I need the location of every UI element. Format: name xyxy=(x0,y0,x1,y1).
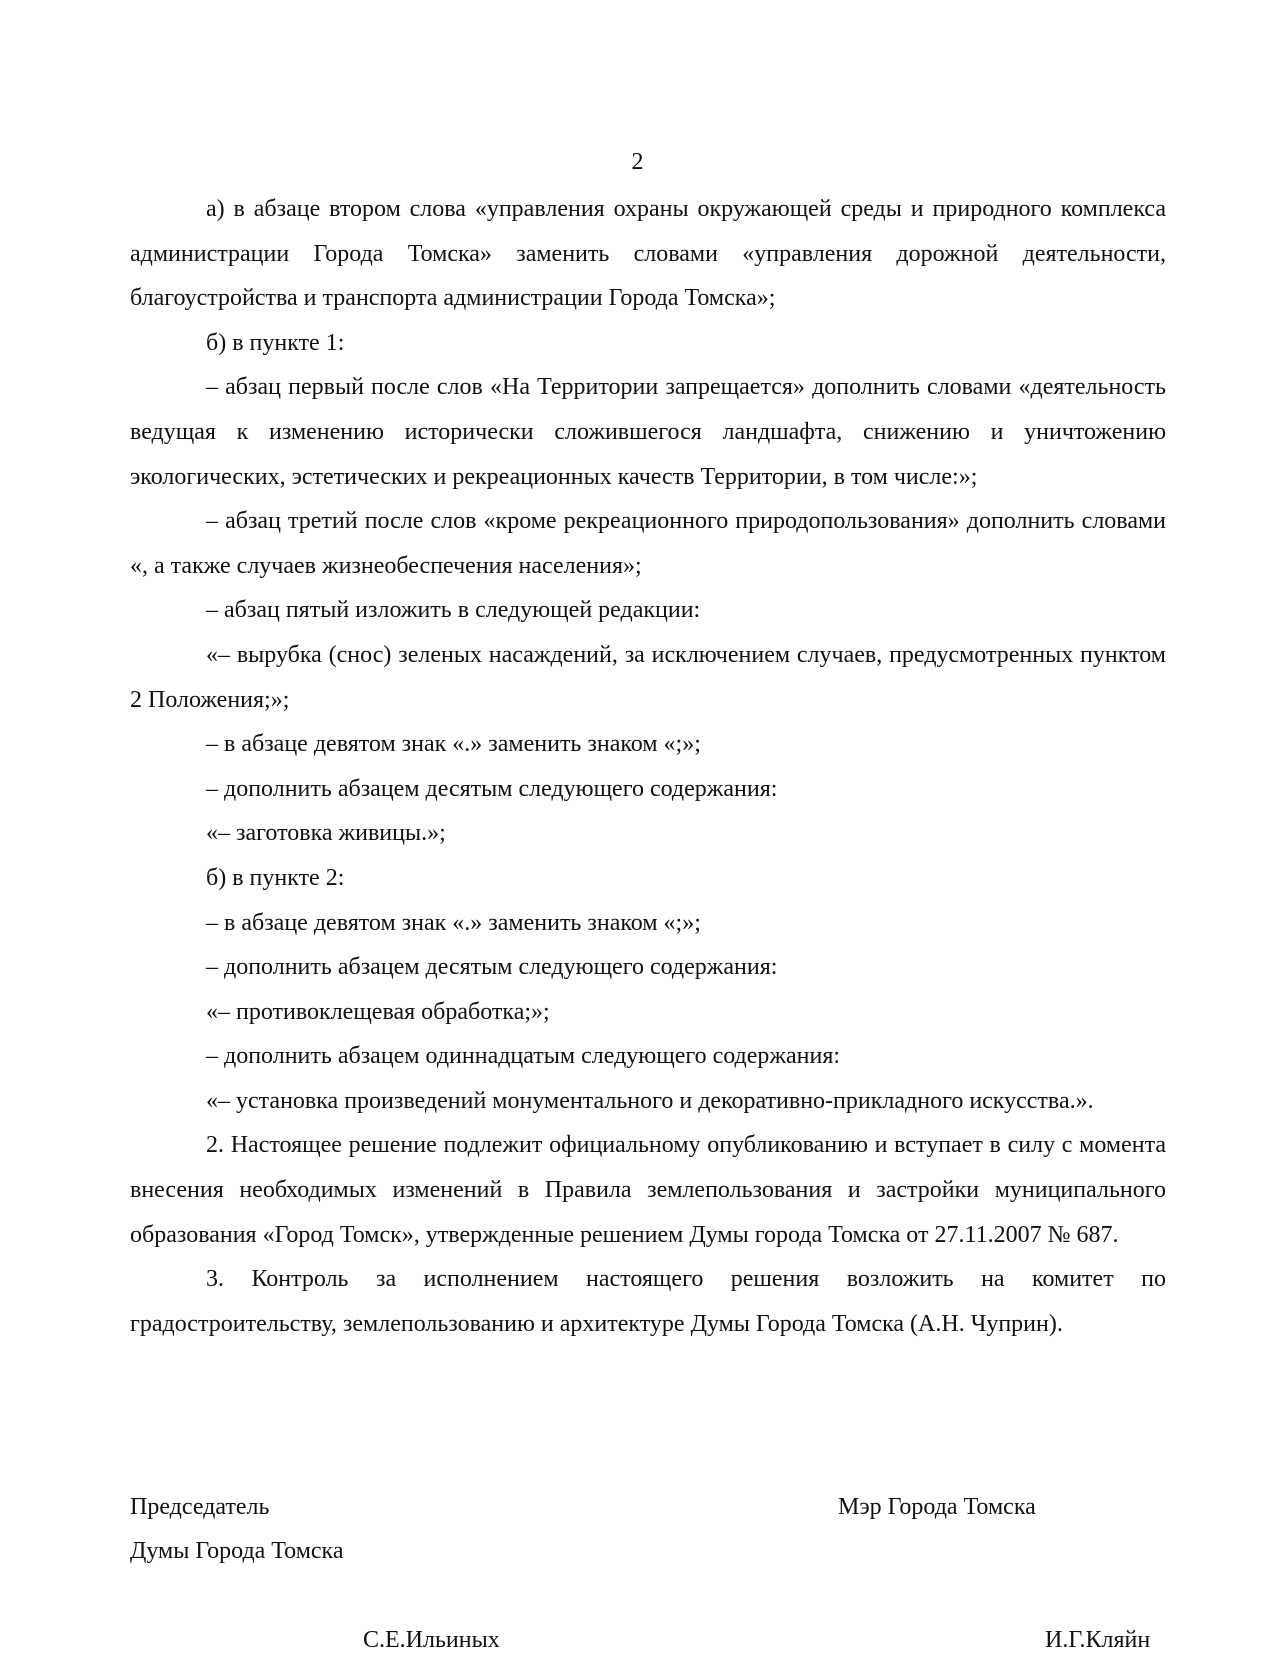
paragraph-1b-first: – абзац первый после слов «На Территории запрещается» дополнить словами «деятельность ведущая к изменению исторически сложившегося ландшафта, снижению и уничтожению экологических, эстетических и рекреационных качеств Территории, в том числе:»; xyxy=(130,374,1166,490)
paragraph-1b-ninth: – в абзаце девятом знак «.» заменить знаком «;»; xyxy=(206,731,701,758)
paragraph-1b-tenth-text: «– заготовка живицы.»; xyxy=(206,820,446,847)
paragraph-1a: а) в абзаце втором слова «управления охраны окружающей среды и природного комплекса администрации Города Томска» заменить словами «управления дорожной деятельности, благоустройства и транспорта администрации Города Томска»; xyxy=(130,196,1166,312)
chairman-name: С.Е.Ильиных xyxy=(363,1627,500,1653)
paragraph-2b-tenth: – дополнить абзацем десятым следующего содержания: xyxy=(206,954,778,981)
mayor-title xyxy=(838,1485,1036,1529)
paragraph-item-2: 2. Настоящее решение подлежит официальному опубликованию и вступает в силу с момента внесения необходимых изменений в Правила землепользования и застройки муниципального образования «Город Томск», утвержденные решением Думы города Томска от 27.11.2007 № 687. xyxy=(130,1132,1166,1248)
paragraph-1b-tenth: – дополнить абзацем десятым следующего содержания: xyxy=(206,775,778,802)
mayor-title-line1: Мэр Города Томска xyxy=(838,1494,1036,1520)
paragraph-2b-tenth-text: «– противоклещевая обработка;»; xyxy=(206,998,550,1025)
paragraph-item-3: 3. Контроль за исполнением настоящего решения возложить на комитет по градостроительству, землепользованию и архитектуре Думы Города Томска (А.Н. Чуприн). xyxy=(130,1266,1166,1337)
paragraph-2b-ninth: – в абзаце девятом знак «.» заменить знаком «;»; xyxy=(206,909,701,936)
paragraph-1b-third: – абзац третий после слов «кроме рекреационного природопользования» дополнить словами «, а также случаев жизнеобеспечения населения»; xyxy=(130,508,1166,579)
chairman-title-line1: Председатель xyxy=(130,1494,270,1520)
chairman-title-line2: Думы Города Томска xyxy=(130,1538,344,1564)
chairman-title xyxy=(130,1485,344,1573)
mayor-name: И.Г.Кляйн xyxy=(1045,1627,1151,1653)
paragraph-2b-heading: б) в пункте 2: xyxy=(206,864,345,891)
paragraph-2b-eleventh: – дополнить абзацем одиннадцатым следующего содержания: xyxy=(206,1043,841,1070)
paragraph-1b-heading: б) в пункте 1: xyxy=(206,329,345,356)
page-number: 2 xyxy=(631,149,644,175)
paragraph-1b-fifth: – абзац пятый изложить в следующей редакции: xyxy=(206,597,701,624)
paragraph-2b-eleventh-text: «– установка произведений монументального и декоративно-прикладного искусства.». xyxy=(206,1087,1094,1114)
paragraph-1b-fifth-text: «– вырубка (снос) зеленых насаждений, за исключением случаев, предусмотренных пунктом 2 Положения;»; xyxy=(130,641,1166,713)
document-body xyxy=(130,187,1166,1346)
